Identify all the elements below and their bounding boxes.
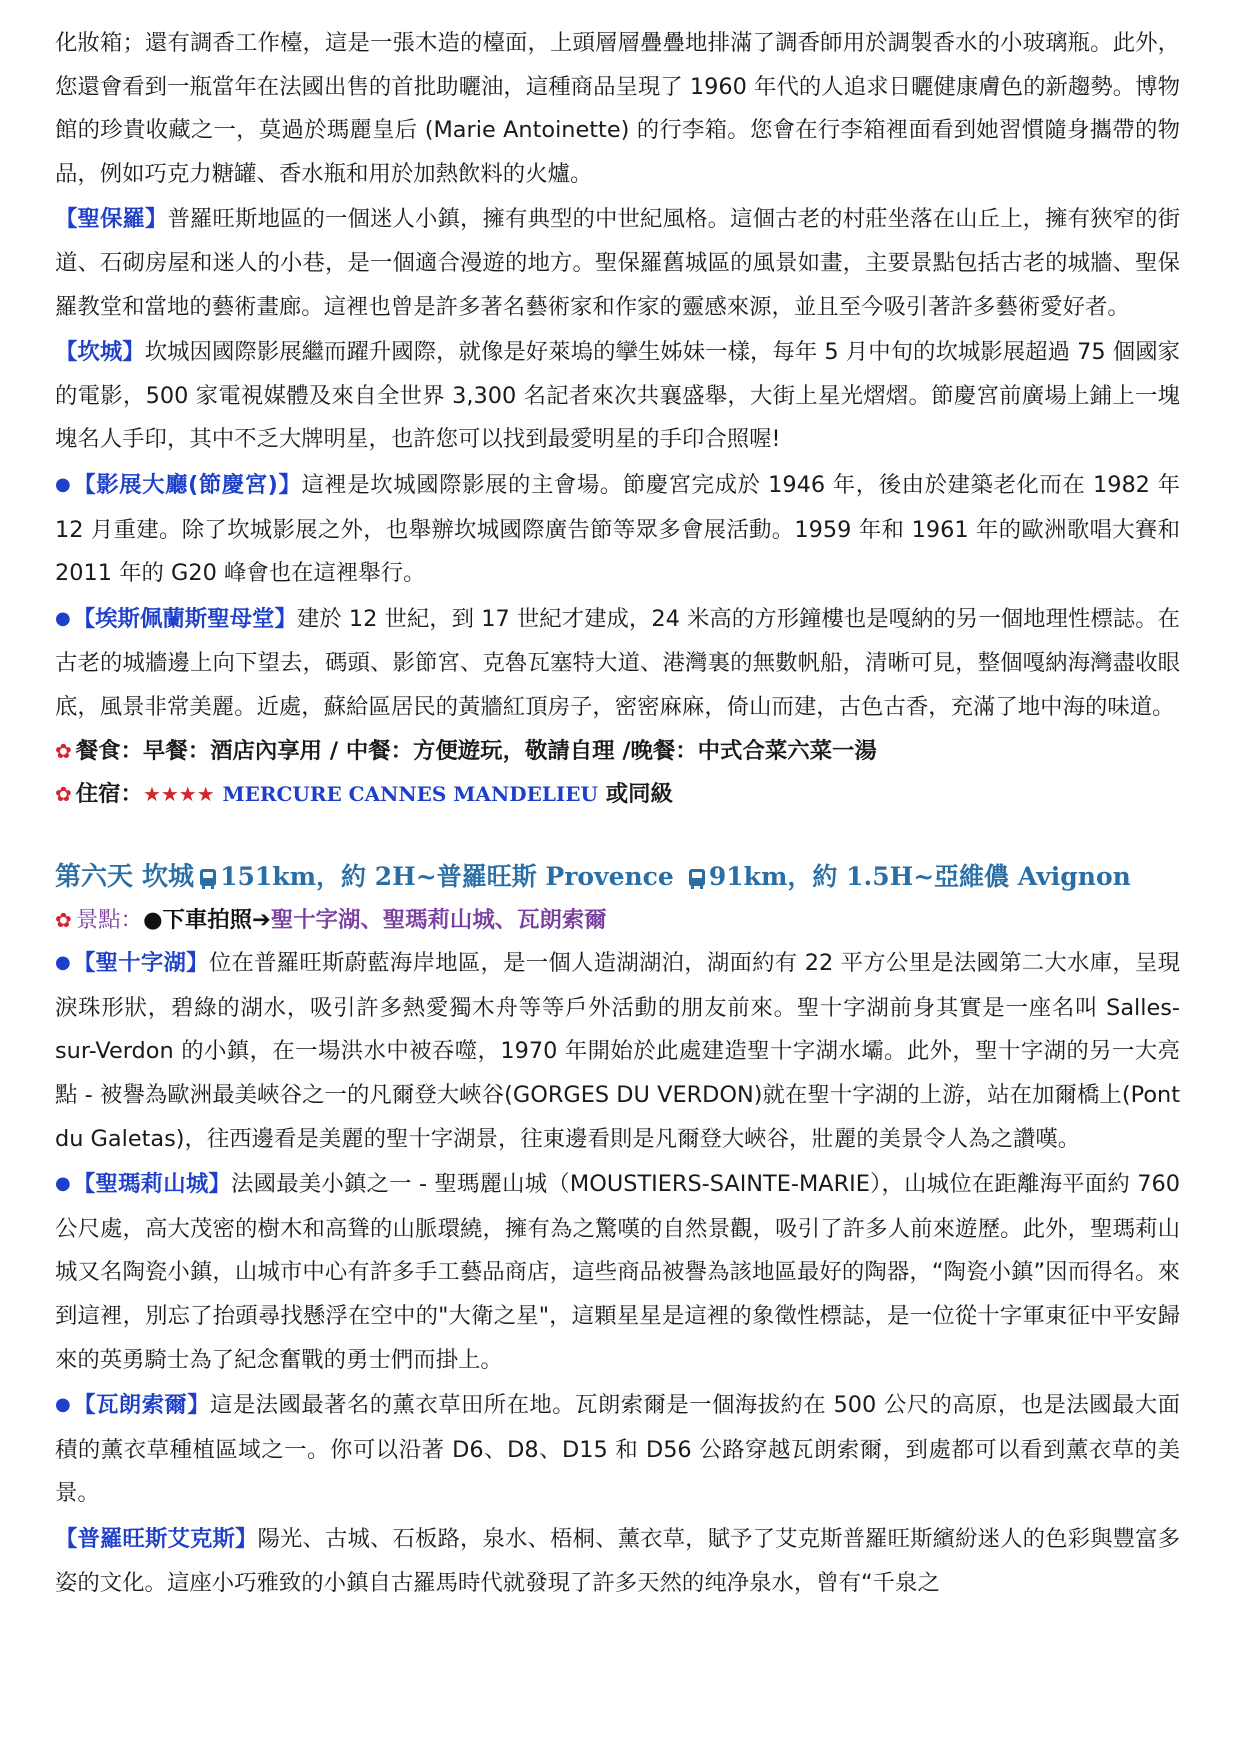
lodging-line [55,773,1180,817]
aix-text: 陽光、古城、石板路，泉水、梧桐、薰衣草，賦予了艾克斯普羅旺斯繽紛迷人的色彩與豐富多姿的文化。這座小巧雅致的小鎮自古羅馬時代就發現了許多天然的纯净泉水，曾有“千泉之 [55,1526,1181,1596]
meals-text: 餐食：早餐：酒店內享用 / 中餐：方便遊玩，敬請自理 /晚餐：中式合菜六菜一湯 [75,737,877,764]
saint-paul-paragraph [55,198,1180,329]
aix-paragraph [55,1518,1180,1605]
flower-icon: ✿ [55,782,72,807]
festival-palace-text: 這裡是坎城國際影展的主會場。節慶宮完成於 1946 年，後由於建築老化而在 1982 年 12 月重建。除了坎城影展之外，也舉辦坎城國際廣告節等眾多會展活動。1959 年和 1961 年的歐洲歌唱大賽和 2011 年的 G20 峰會也在這裡舉行。 [55,471,1181,587]
sights-lead: ●下車拍照➔ [142,906,271,933]
sights-list: 聖十字湖、聖瑪莉山城、瓦朗索爾 [270,906,607,933]
intro-paragraph: 化妝箱；還有調香工作檯，這是一張木造的檯面，上頭層層疊疊地排滿了調香師用於調製香水的小玻璃瓶。此外，您還會看到一瓶當年在法國出售的首批助曬油，這種商品呈現了 1960 年代的人追求日曬健康膚色的新趨勢。博物館的珍貴收藏之一，莫過於瑪麗皇后 (Marie Antoinette) 的行李箱。您會在行李箱裡面看到她習慣隨身攜帶的物品，例如巧克力糖罐、香水瓶和用於加熱飲料的火爐。 [55,30,1180,187]
bus-icon [200,869,216,886]
valensole-title: 【瓦朗索爾】 [73,1392,211,1419]
valensole-text: 這是法國最著名的薰衣草田所在地。瓦朗索爾是一個海拔約在 500 公尺的高原，也是法國最大面積的薰衣草種植區域之一。你可以沿著 D6、D8、D15 和 D56 公路穿越瓦朗索爾，到處都可以看到薰衣草的美景。 [55,1392,1180,1507]
festival-palace-title: 【影展大廳(節慶宮)】 [73,471,302,498]
cannes-paragraph [55,331,1180,462]
aix-title: 【普羅旺斯艾克斯】 [55,1526,258,1552]
cannes-title: 【坎城】 [55,339,145,366]
esperance-paragraph [55,598,1180,730]
day-six-segment-2: 91km，約 1.5H~亞維儂 Avignon [708,861,1131,891]
festival-palace-paragraph [55,464,1180,596]
sights-label: 景點： [75,906,143,933]
lodging-suffix: 或同級 [597,781,673,808]
saint-paul-text: 普羅旺斯地區的一個迷人小鎮，擁有典型的中世紀風格。這個古老的村莊坐落在山丘上，擁有狹窄的街道、石砌房屋和迷人的小巷，是一個適合漫遊的地方。聖保羅舊城區的風景如畫，主要景點包括古老的城牆、聖保羅教堂和當地的藝術畫廊。這裡也曾是許多著名藝術家和作家的靈感來源，並且至今吸引著許多藝術愛好者。 [55,206,1181,320]
moustiers-text: 法國最美小鎮之一 - 聖瑪麗山城（MOUSTIERS-SAINTE-MARIE），山城位在距離海平面約 760 公尺處，高大茂密的樹木和高聳的山脈環繞，擁有為之驚嘆的自然景觀，吸引了許多人前來遊歷。此外，聖瑪莉山城又名陶瓷小鎮，山城市中心有許多手工藝品商店，這些商品被譽為該地區最好的陶器，“陶瓷小鎮”因而得名。來到這裡，別忘了抬頭尋找懸浮在空中的"大衛之星"，這顆星星是這裡的象徵性標誌，是一位從十字軍東征中平安歸來的英勇騎士為了紀念奮戰的勇士們而掛上。 [55,1171,1180,1373]
lodging-label: 住宿： [75,781,143,808]
esperance-title: 【埃斯佩蘭斯聖母堂】 [72,605,297,632]
bullet-icon: ● [55,1394,72,1416]
flower-icon: ✿ [55,738,72,763]
bullet-icon: ● [55,473,72,495]
day-six-prefix: 第六天 坎城 [55,861,195,892]
star-rating-icon: ★★★★ [142,782,215,807]
day-six-heading [55,855,1180,899]
sainte-croix-paragraph [55,942,1180,1161]
valensole-paragraph [55,1384,1180,1516]
flower-icon: ✿ [55,907,72,932]
bullet-icon: ● [55,607,71,629]
moustiers-title: 【聖瑪莉山城】 [72,1171,232,1198]
bullet-icon: ● [55,952,71,974]
esperance-text: 建於 12 世紀，到 17 世紀才建成，24 米高的方形鐘樓也是嘎納的另一個地理性標誌。在古老的城牆邊上向下望去，碼頭、影節宮、克魯瓦塞特大道、港灣裏的無數帆船，清晰可見，整個嘎納海灣盡收眼底，風景非常美麗。近處，蘇給區居民的黃牆紅頂房子，密密麻麻，倚山而建，古色古香，充滿了地中海的味道。 [55,605,1181,720]
saint-paul-title: 【聖保羅】 [55,206,168,233]
meals-line [55,730,1180,774]
sainte-croix-title: 【聖十字湖】 [72,950,209,977]
sainte-croix-text: 位在普羅旺斯蔚藍海岸地區，是一個人造湖湖泊，湖面約有 22 平方公里是法國第二大水庫，呈現淚珠形狀，碧綠的湖水，吸引許多熱愛獨木舟等等戶外活動的朋友前來。聖十字湖前身其實是一座名叫 Salles-sur-Verdon 的小鎮，在一場洪水中被吞噬，1970 年開始於此處建造聖十字湖水壩。此外，聖十字湖的另一大亮點 - 被譽為歐洲最美峽谷之一的凡爾登大峽谷(GORGES DU VERDON)就在聖十字湖的上游，站在加爾橋上(Pont du Galetas)，往西邊看是美麗的聖十字湖景，往東邊看則是凡爾登大峽谷，壯麗的美景令人為之讚嘆。 [55,950,1180,1152]
sights-line [55,899,1180,943]
itinerary-page [55,22,1180,1605]
bullet-icon: ● [55,1173,71,1195]
moustiers-paragraph [55,1163,1180,1382]
hotel-name: MERCURE CANNES MANDELIEU [222,782,598,807]
day-six-segment-1: 151km，約 2H~普羅旺斯 Provence [220,861,674,891]
bus-icon [689,869,705,886]
cannes-text: 坎城因國際影展繼而躍升國際，就像是好萊塢的攣生姊妹一樣，每年 5 月中旬的坎城影展超過 75 個國家的電影，500 家電視媒體及來自全世界 3,300 名記者來次共襄盛舉，大街上星光熠熠。節慶宮前廣場上鋪上一塊塊名人手印，其中不乏大牌明星，也許您可以找到最愛明星的手印合照喔! [55,339,1180,453]
